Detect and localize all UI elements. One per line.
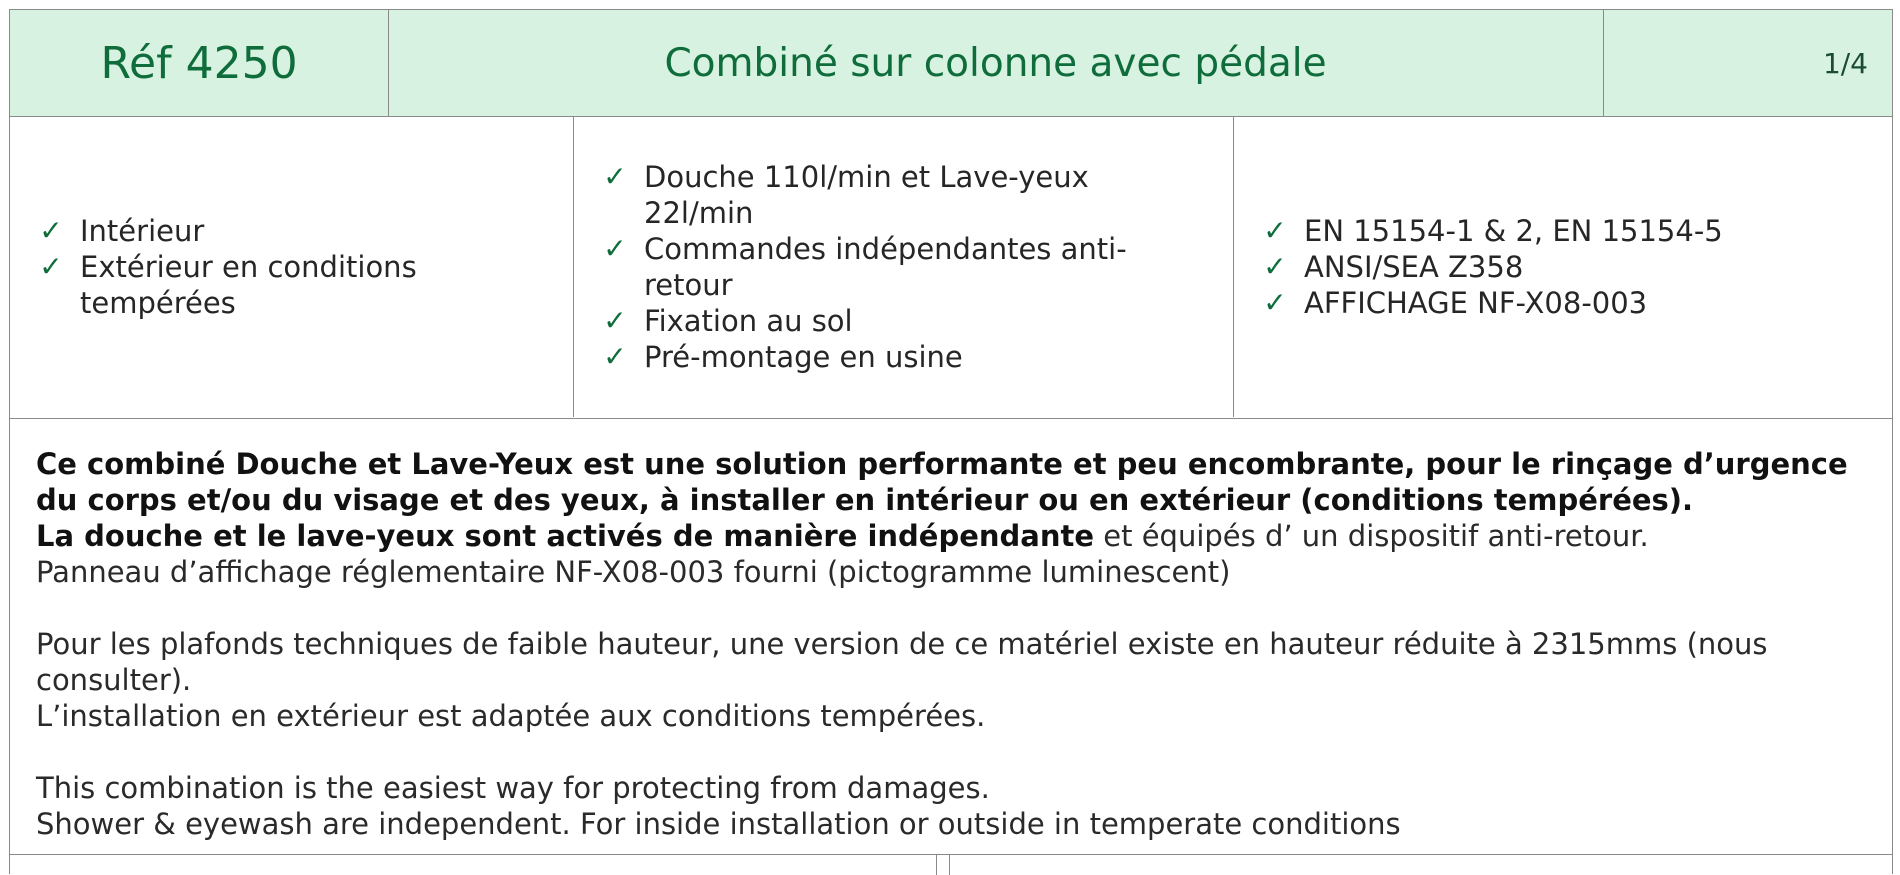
table-divider [936, 855, 950, 875]
description-activation-rest: et équipés d’ un dispositif anti-retour. [1094, 519, 1649, 553]
standards-list [1260, 213, 1723, 321]
description-english-2: Shower & eyewash are independent. For inside installation or outside in temperate conditions [36, 807, 1401, 841]
features-environment [10, 117, 574, 417]
check-icon: ✓ [603, 232, 627, 265]
check-icon: ✓ [603, 304, 627, 337]
spacer [36, 590, 1868, 626]
spacer [36, 734, 1868, 770]
description-activation [36, 518, 1868, 554]
check-icon: ✓ [39, 250, 63, 283]
check-icon: ✓ [603, 340, 627, 373]
description-outdoor: L’installation en extérieur est adaptée aux conditions tempérées. [36, 699, 986, 733]
next-table-edge [9, 854, 1893, 874]
description-english-1: This combination is the easiest way for protecting from damages. [36, 771, 990, 805]
list-item: ✓ ANSI/SEA Z358 [1260, 249, 1723, 285]
page-number: 1/4 [1822, 46, 1868, 80]
list-item: ✓ Pré-montage en usine [600, 339, 1204, 375]
description-intro: Ce combiné Douche et Lave-Yeux est une solution performante et peu encombrante, pour le rinçage d’urgence du corps et/ou du visage et des yeux, à installer en intérieur ou en extérieur (conditions tempérées). [36, 447, 1848, 517]
list-item: ✓ EN 15154-1 & 2, EN 15154-5 [1260, 213, 1723, 249]
description-low-ceiling: Pour les plafonds techniques de faible hauteur, une version de ce matériel existe en hauteur réduite à 2315mms (nous consulter). [36, 627, 1768, 697]
list-item: ✓ Commandes indépendantes anti-retour [600, 231, 1204, 303]
features-standards [1234, 117, 1892, 417]
check-icon: ✓ [1263, 286, 1287, 319]
product-reference: Réf 4250 [10, 10, 389, 116]
description-block [9, 419, 1893, 863]
environment-list [36, 213, 480, 321]
list-item: ✓ Extérieur en conditions tempérées [36, 249, 480, 321]
features-specs [574, 117, 1234, 417]
description-activation-bold: La douche et le lave-yeux sont activés de manière indépendante [36, 519, 1095, 553]
check-icon: ✓ [603, 160, 627, 193]
product-title: Combiné sur colonne avec pédale [388, 10, 1604, 116]
description-signage: Panneau d’affichage réglementaire NF-X08-003 fourni (pictogramme luminescent) [36, 555, 1231, 589]
check-icon: ✓ [39, 214, 63, 247]
check-icon: ✓ [1263, 250, 1287, 283]
list-item: ✓ Fixation au sol [600, 303, 1204, 339]
header-band [9, 9, 1893, 117]
list-item: ✓ Intérieur [36, 213, 480, 249]
check-icon: ✓ [1263, 214, 1287, 247]
list-item: ✓ AFFICHAGE NF-X08-003 [1260, 285, 1723, 321]
specs-list [600, 159, 1204, 375]
list-item: ✓ Douche 110l/min et Lave-yeux 22l/min [600, 159, 1204, 231]
features-row [9, 117, 1893, 419]
